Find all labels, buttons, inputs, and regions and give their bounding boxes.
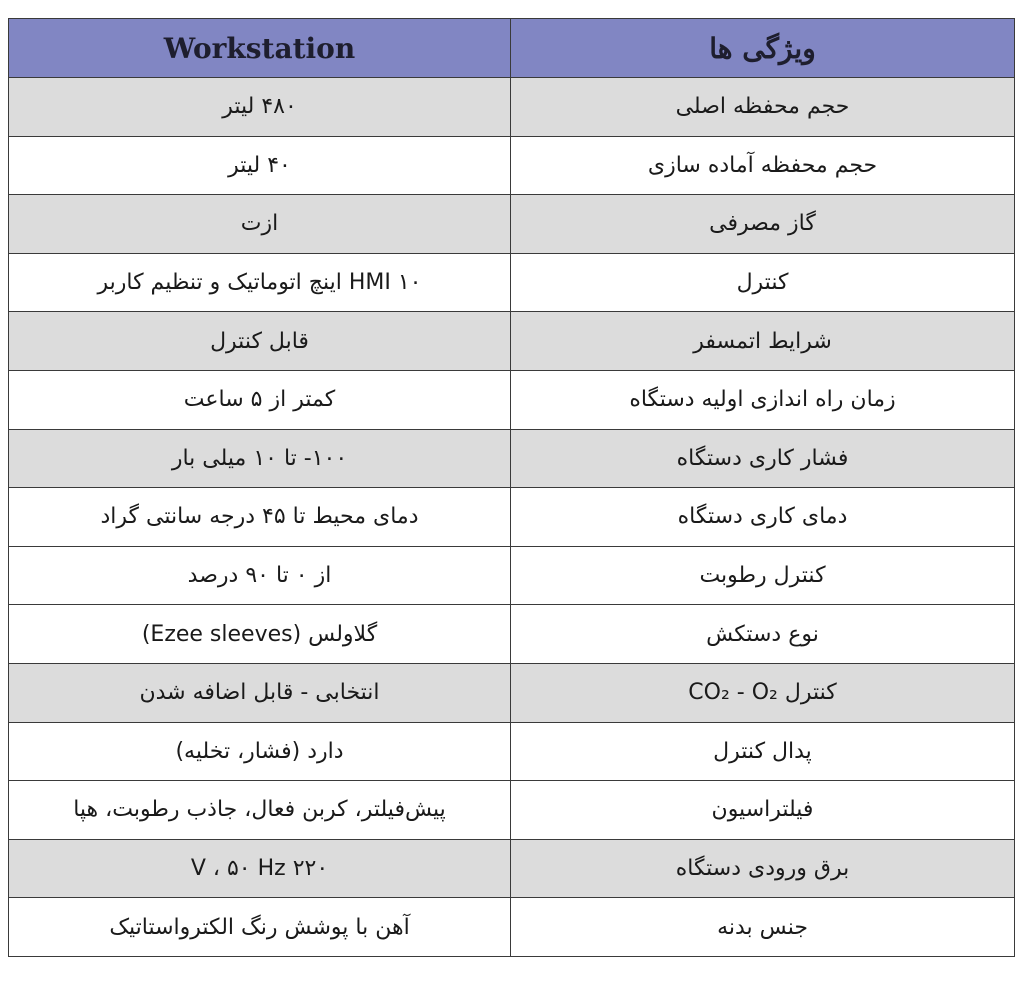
table-header-row	[9, 19, 1015, 78]
row-feature: حجم محفظه آماده سازی	[511, 136, 1015, 195]
row-feature: کنترل	[511, 253, 1015, 312]
row-feature: دمای کاری دستگاه	[511, 488, 1015, 547]
table-row	[9, 136, 1015, 195]
table-row	[9, 781, 1015, 840]
header-feature: ویژگی ها	[511, 19, 1015, 78]
row-feature: زمان راه اندازی اولیه دستگاه	[511, 370, 1015, 429]
spec-table	[8, 18, 1015, 957]
row-value: کمتر از ۵ ساعت	[9, 370, 511, 429]
table-row	[9, 839, 1015, 898]
row-value: HMI ۱۰ اینچ اتوماتیک و تنظیم کاربر	[9, 253, 511, 312]
row-feature: فشار کاری دستگاه	[511, 429, 1015, 488]
row-feature: حجم محفظه اصلی	[511, 78, 1015, 137]
row-value: ۴۰ لیتر	[9, 136, 511, 195]
row-value: از ۰ تا ۹۰ درصد	[9, 546, 511, 605]
table-row	[9, 488, 1015, 547]
table-row	[9, 898, 1015, 957]
table-row	[9, 312, 1015, 371]
table-row	[9, 663, 1015, 722]
row-feature: کنترل CO₂ - O₂	[511, 663, 1015, 722]
table-row	[9, 546, 1015, 605]
table-row	[9, 195, 1015, 254]
table-row	[9, 722, 1015, 781]
table-row	[9, 370, 1015, 429]
row-feature: فیلتراسیون	[511, 781, 1015, 840]
row-feature: شرایط اتمسفر	[511, 312, 1015, 371]
row-value: ازت	[9, 195, 511, 254]
row-feature: پدال کنترل	[511, 722, 1015, 781]
row-feature: جنس بدنه	[511, 898, 1015, 957]
table-row	[9, 429, 1015, 488]
row-value: ۱۰۰- تا ۱۰ میلی بار	[9, 429, 511, 488]
row-feature: کنترل رطوبت	[511, 546, 1015, 605]
row-feature: نوع دستکش	[511, 605, 1015, 664]
row-feature: برق ورودی دستگاه	[511, 839, 1015, 898]
row-value: گلاولس (Ezee sleeves)	[9, 605, 511, 664]
table-row	[9, 78, 1015, 137]
row-value: پیش‌فیلتر، کربن فعال، جاذب رطوبت، هپا	[9, 781, 511, 840]
row-value: دمای محیط تا ۴۵ درجه سانتی گراد	[9, 488, 511, 547]
row-value: ۴۸۰ لیتر	[9, 78, 511, 137]
row-feature: گاز مصرفی	[511, 195, 1015, 254]
row-value: انتخابی - قابل اضافه شدن	[9, 663, 511, 722]
row-value: قابل کنترل	[9, 312, 511, 371]
row-value: آهن با پوشش رنگ الکترواستاتیک	[9, 898, 511, 957]
header-value: Workstation	[9, 19, 511, 78]
row-value: دارد (فشار، تخلیه)	[9, 722, 511, 781]
table-row	[9, 605, 1015, 664]
table-row	[9, 253, 1015, 312]
row-value: ۲۲۰ V ، ۵۰ Hz	[9, 839, 511, 898]
